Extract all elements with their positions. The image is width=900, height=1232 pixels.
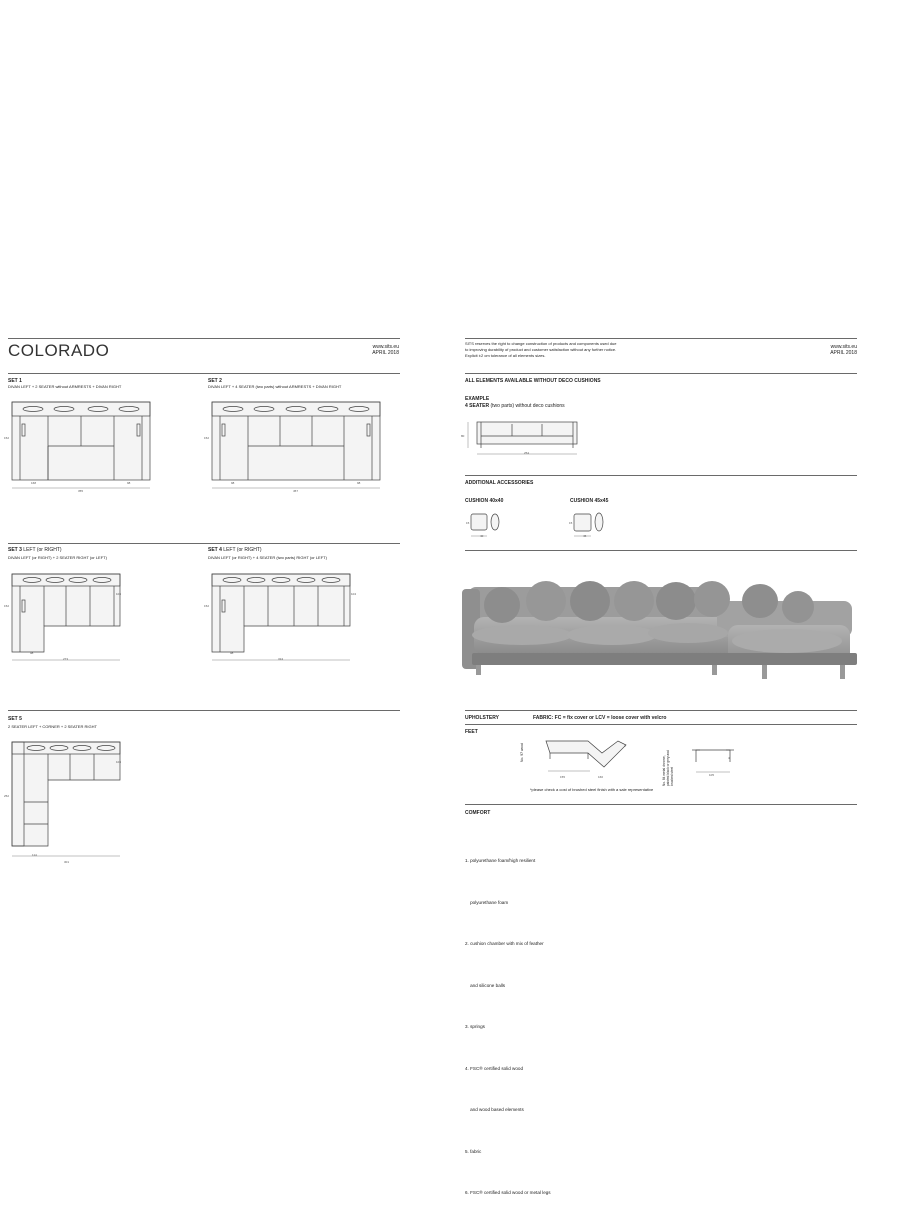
set5-dim-d: 104 bbox=[116, 760, 122, 764]
website: www.sits.eu bbox=[372, 344, 399, 350]
right-date: APRIL 2018 bbox=[830, 350, 857, 356]
set3-dim-a: 98 bbox=[30, 651, 34, 655]
set5-dim-c: 252 bbox=[4, 794, 10, 798]
set3-diagram bbox=[8, 570, 133, 665]
feet-wood-diagram bbox=[530, 735, 635, 780]
sofa-photo bbox=[462, 565, 858, 695]
set2-desc: DIVAN LEFT + 4 SEATER (two parts) without ARMRESTS + DIVAN RIGHT bbox=[208, 384, 342, 389]
comfort-item: 2. cushion chamber with mix of feather bbox=[465, 941, 544, 946]
cushion1-dim-b: 15 bbox=[466, 521, 470, 525]
disclaimer-line-3: Explicit ±2 cm tolerance of all elements sizes. bbox=[465, 353, 546, 358]
set1-dim-d: 152 bbox=[4, 436, 10, 440]
feet-note: *please check a cost of brushed steel finish with a sale representative bbox=[530, 787, 654, 792]
date: APRIL 2018 bbox=[372, 350, 399, 356]
upholstery-label: UPHOLSTERY bbox=[465, 715, 499, 721]
set2-diagram bbox=[208, 398, 388, 493]
example-dim-height: 80 bbox=[461, 434, 465, 438]
comfort-item: 5. fabric bbox=[465, 1148, 482, 1154]
feet-rule bbox=[465, 724, 857, 725]
comfort-label: COMFORT bbox=[465, 810, 491, 816]
comfort-item: and wood based elements bbox=[465, 1107, 524, 1112]
set4-dim-a: 98 bbox=[230, 651, 234, 655]
cushion2-label: CUSHION 45x45 bbox=[570, 498, 609, 504]
cushion2-diagram bbox=[568, 510, 608, 540]
set1-title: SET 1 bbox=[8, 378, 22, 384]
feet-metal-diagram bbox=[690, 742, 740, 777]
header-rule bbox=[8, 338, 400, 339]
set3-dim-d: 104 bbox=[116, 592, 122, 596]
set3-dim-b: 273 bbox=[63, 657, 69, 661]
comfort-item: and silicone balls bbox=[465, 982, 506, 988]
feet-left-caption: No. 97 wood bbox=[520, 742, 524, 762]
example-desc: 4 SEATER (two parts) without deco cushions bbox=[465, 403, 565, 409]
cushion1-dim-a: 40 bbox=[480, 534, 484, 538]
accessories-label: ADDITIONAL ACCESSORIES bbox=[465, 480, 534, 486]
feet-label: FEET bbox=[465, 729, 478, 735]
right-header-rule bbox=[465, 338, 857, 339]
set5-dim-b: 301 bbox=[64, 860, 70, 864]
row3-rule bbox=[8, 710, 400, 711]
comfort-item: 4. FSC® certified solid wood bbox=[465, 1065, 524, 1071]
set4-desc: DIVAN LEFT (or RIGHT) + 4 SEATER (two parts) RIGHT (or LEFT) bbox=[208, 555, 327, 560]
right-website: www.sits.eu bbox=[830, 344, 857, 350]
set5-desc: 2 SEATER LEFT + CORNER + 2 SEATER RIGHT bbox=[8, 724, 97, 729]
set4-dim-b: 324 bbox=[278, 657, 284, 661]
cushion1-label: CUSHION 40x40 bbox=[465, 498, 504, 504]
cushion2-dim-a: 45 bbox=[583, 534, 587, 538]
disclaimer-line-2: to improving durability of product and customer satisfaction without any further notice. bbox=[465, 347, 617, 352]
set5-diagram bbox=[8, 738, 133, 868]
feet-dim-a: 155 bbox=[560, 775, 566, 779]
set4-dim-d: 104 bbox=[351, 592, 357, 596]
upholstery-text: FABRIC: FC = fix cover or LCV = loose cover with velcro bbox=[533, 715, 667, 721]
set5-dim-a: 114 bbox=[32, 853, 37, 857]
comfort-rule bbox=[465, 804, 857, 805]
example-label: EXAMPLE bbox=[465, 396, 490, 402]
photo-top-rule bbox=[465, 550, 857, 551]
feet-dim-c: 2 bbox=[624, 744, 626, 748]
feet-right-caption: No. 84 metal chrome, painted black or grey and brushed steel bbox=[662, 750, 674, 786]
set1-diagram bbox=[8, 398, 158, 493]
set2-dim-d: 152 bbox=[204, 436, 210, 440]
accessories-rule bbox=[465, 475, 857, 476]
set4-dim-c: 152 bbox=[204, 604, 210, 608]
cushion2-dim-b: 15 bbox=[569, 521, 573, 525]
feet-right-dim-a: 105 bbox=[709, 773, 715, 777]
set3-dim-c: 152 bbox=[4, 604, 10, 608]
comfort-item: 6. FSC® certified solid wood or metal legs bbox=[465, 1190, 551, 1195]
feet-dim-b: 160 bbox=[598, 775, 604, 779]
set2-title: SET 2 bbox=[208, 378, 222, 384]
set1-dim-b: 355 bbox=[78, 489, 84, 493]
set2-dim-b: 457 bbox=[293, 489, 299, 493]
header-bottom-rule bbox=[8, 373, 400, 374]
set2-dim-a: 98 bbox=[231, 481, 235, 485]
set3-title: SET 3 LEFT (or RIGHT) bbox=[8, 547, 62, 553]
example-dim-width: 254 bbox=[524, 451, 530, 455]
comfort-item: polyurethane foam bbox=[465, 899, 509, 905]
comfort-list bbox=[465, 822, 551, 1232]
feet-right-dim-b: 4 bbox=[728, 756, 730, 760]
all-elements-heading: ALL ELEMENTS AVAILABLE WITHOUT DECO CUSHIONS bbox=[465, 378, 601, 384]
set1-dim-c: 98 bbox=[127, 481, 131, 485]
set1-desc: DIVAN LEFT + 2 SEATER without ARMRESTS + DIVAN RIGHT bbox=[8, 384, 122, 389]
set5-title: SET 5 bbox=[8, 716, 22, 722]
set3-desc: DIVAN LEFT (or RIGHT) + 2 SEATER RIGHT (or LEFT) bbox=[8, 555, 107, 560]
cushion1-diagram bbox=[465, 510, 505, 540]
comfort-item: 3. springs bbox=[465, 1024, 485, 1029]
upholstery-rule bbox=[465, 710, 857, 711]
page-title: COLORADO bbox=[8, 341, 110, 360]
right-header-bottom-rule bbox=[465, 373, 857, 374]
set2-dim-c: 98 bbox=[357, 481, 361, 485]
disclaimer-line-1: SITS reserves the right to change construction of products and components used due bbox=[465, 341, 617, 346]
comfort-item: 1. polyurethane foam/high resilient bbox=[465, 858, 536, 863]
row2-rule bbox=[8, 543, 400, 544]
set1-dim-a: 168 bbox=[31, 481, 37, 485]
set4-title: SET 4 LEFT (or RIGHT) bbox=[208, 547, 262, 553]
